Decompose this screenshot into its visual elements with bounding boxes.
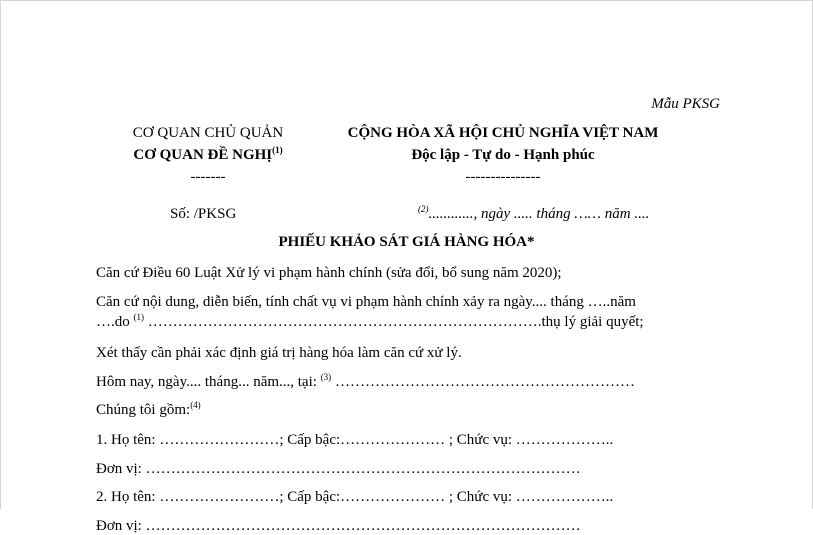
document-number: Số: /PKSG xyxy=(170,206,237,222)
agency-top: CƠ QUAN CHỦ QUẢN xyxy=(132,125,284,141)
body-line-6-note: (4) xyxy=(190,400,201,410)
date-note: (2) xyxy=(418,204,429,214)
body-line-3-note: (1) xyxy=(133,312,144,322)
body-line-6 xyxy=(96,402,201,419)
body-line-7: 1. Họ tên: ……………………; Cấp bậc:………………… ; Chức vụ: ……………….. xyxy=(96,432,614,448)
body-line-5-start: Hôm nay, ngày.... tháng... năm..., tại: xyxy=(96,374,317,390)
country-name: CỘNG HÒA XÃ HỘI CHỦ NGHĨA VIỆT NAM xyxy=(347,125,659,141)
body-line-9: 2. Họ tên: ……………………; Cấp bậc:………………… ; Chức vụ: ……………….. xyxy=(96,489,614,505)
body-line-3-end: …………………………………………………………………….thụ lý giải quyết; xyxy=(144,314,644,330)
body-line-3 xyxy=(96,314,644,331)
agency-request-note: (1) xyxy=(272,145,283,155)
body-line-6-start: Chúng tôi gồm: xyxy=(96,402,191,418)
body-line-10: Đơn vị: …………………………………………………………………………… xyxy=(96,518,581,534)
agency-request-text: CƠ QUAN ĐỀ NGHỊ xyxy=(133,147,273,163)
body-line-4: Xét thấy cần phải xác định giá trị hàng hóa làm căn cứ xử lý. xyxy=(96,345,462,361)
body-line-5-note: (3) xyxy=(320,372,332,382)
right-divider: --------------- xyxy=(465,169,541,185)
date-text: ............, ngày ..... tháng …… năm .... xyxy=(428,206,650,222)
motto: Độc lập - Tự do - Hạnh phúc xyxy=(411,147,595,163)
form-code: Mẫu PKSG xyxy=(651,96,720,112)
document-title: PHIẾU KHẢO SÁT GIÁ HÀNG HÓA* xyxy=(278,234,535,250)
body-line-2: Căn cứ nội dung, diễn biến, tính chất vụ vi phạm hành chính xảy ra ngày.... tháng …..năm xyxy=(96,294,636,310)
agency-request xyxy=(113,147,303,164)
body-line-5-end: …………………………………………………… xyxy=(331,374,635,390)
body-line-5 xyxy=(96,374,635,391)
body-line-3-start: ….do xyxy=(96,314,130,330)
body-line-1: Căn cứ Điều 60 Luật Xử lý vi phạm hành chính (sửa đổi, bổ sung năm 2020); xyxy=(96,265,562,281)
left-divider: ------- xyxy=(190,169,226,185)
body-line-8: Đơn vị: …………………………………………………………………………… xyxy=(96,461,581,477)
document-date xyxy=(418,206,649,223)
